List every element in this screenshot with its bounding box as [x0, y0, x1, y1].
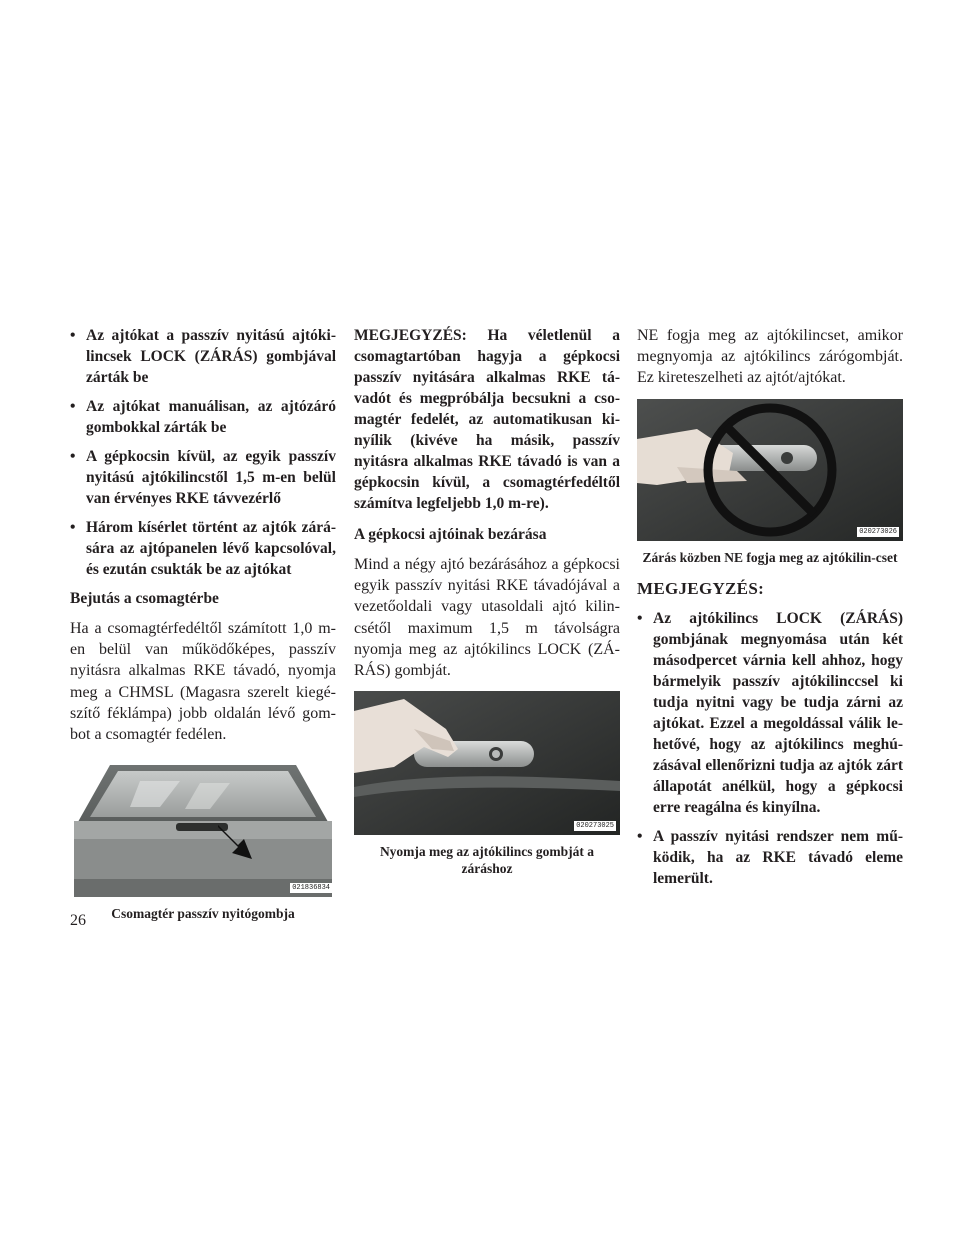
door-handle-illustration	[354, 691, 620, 835]
figure-caption: Zárás közben NE fogja meg az ajtókilin-cset	[642, 549, 898, 565]
note-list	[637, 608, 903, 889]
bullet-symbol: •	[70, 327, 76, 344]
column-middle	[354, 325, 620, 877]
door-handle-figure	[354, 691, 620, 835]
figure-code: 020273025	[576, 822, 614, 831]
column-right	[637, 325, 903, 897]
note-paragraph: MEGJEGYZÉS: Ha véletlenül a csomagtartóban hagyja a gépkocsi passzív nyitására alkalmas RKE tá-vadót és megpróbálja becsukni a cso-magtér fedelét, az automatikusan ki-nyílik (kivéve ha másik, passzív nyitásra alkalmas RKE távadó is van a gépkocsin kívül, a csomagtérfedéltől számítva legfeljebb 1,0 m-re).	[354, 327, 620, 512]
do-not-grab-illustration	[637, 399, 903, 541]
condition-list	[70, 325, 336, 580]
figure-code: 021836834	[292, 884, 330, 893]
bullet-symbol: •	[637, 609, 643, 627]
figure-code: 020273026	[859, 527, 897, 536]
page-number: 26	[70, 912, 86, 929]
figure-caption: Nyomja meg az ajtókilincs gombját a záráshoz	[379, 844, 595, 877]
bullet-symbol: •	[70, 398, 76, 415]
bullet-symbol: •	[70, 519, 76, 536]
body-paragraph: NE fogja meg az ajtókilincset, amikor megnyomja az ajtókilincs zárógombját. Ez kireteszelheti az ajtót/ajtókat.	[637, 327, 903, 387]
column-left	[70, 325, 336, 922]
list-item: • Az ajtókat manuálisan, az ajtózáró gombokkal zárták be	[70, 398, 336, 436]
list-item: • A gépkocsin kívül, az egyik passzív nyitású ajtókilincstől 1,5 m-en belül van érvényes RKE távvezérlő	[70, 448, 336, 507]
do-not-grab-figure	[637, 399, 903, 541]
list-item: • Az ajtókilincs LOCK (ZÁRÁS) gombjának megnyomása után két másodpercet várnia kell ahhoz, hogy bármelyik passzív ajtókilinccsel ki tudja nyitni vagy be tudja zárni az ajtókat. Ezzel a megoldással válik le-hetővé, hogy az ajtókilincs meghú-zásával ellenőrizni tudja az ajtók zárt állapotát anélkül, hogy a gépkocsi erre reagálna és kinyílna.	[637, 609, 903, 816]
list-item: • A passzív nyitási rendszer nem mű-ködik, ha az RKE távadó eleme lemerült.	[637, 827, 903, 887]
list-item: • Az ajtókat a passzív nyitású ajtóki-lincsek LOCK (ZÁRÁS) gombjával zárták be	[70, 327, 336, 386]
body-paragraph: Mind a négy ajtó bezárásához a gépkocsi egyik passzív nyitási RKE távadójával a vezetőoldali vagy utasoldali ajtó kilin-csétől maximum 1,5 m távolságra nyomja meg az ajtókilincs LOCK (ZÁ-RÁS) gombját.	[354, 556, 620, 680]
body-paragraph: Ha a csomagtérfedéltől számított 1,0 m-en belül van működőképes, passzív nyitásra alkalmas RKE távadó, nyomja meg a CHMSL (Magasra szerelt kiegé-szítő féklámpa) jobb oldalán lévő gom-bot a csomagtér fedélen.	[70, 620, 336, 744]
bullet-symbol: •	[637, 827, 643, 845]
note-heading: MEGJEGYZÉS:	[637, 578, 765, 598]
figure-caption: Csomagtér passzív nyitógombja	[111, 906, 295, 922]
trunk-illustration	[70, 759, 336, 897]
trunk-figure	[70, 759, 336, 897]
section-heading: Bejutás a csomagtérbe	[70, 590, 219, 607]
list-item: • Három kísérlet történt az ajtók zárá-sára az ajtópanelen lévő kapcsolóval, és ezután csukták be az ajtókat	[70, 519, 336, 578]
section-heading: A gépkocsi ajtóinak bezárása	[354, 526, 547, 543]
bullet-symbol: •	[70, 448, 76, 465]
